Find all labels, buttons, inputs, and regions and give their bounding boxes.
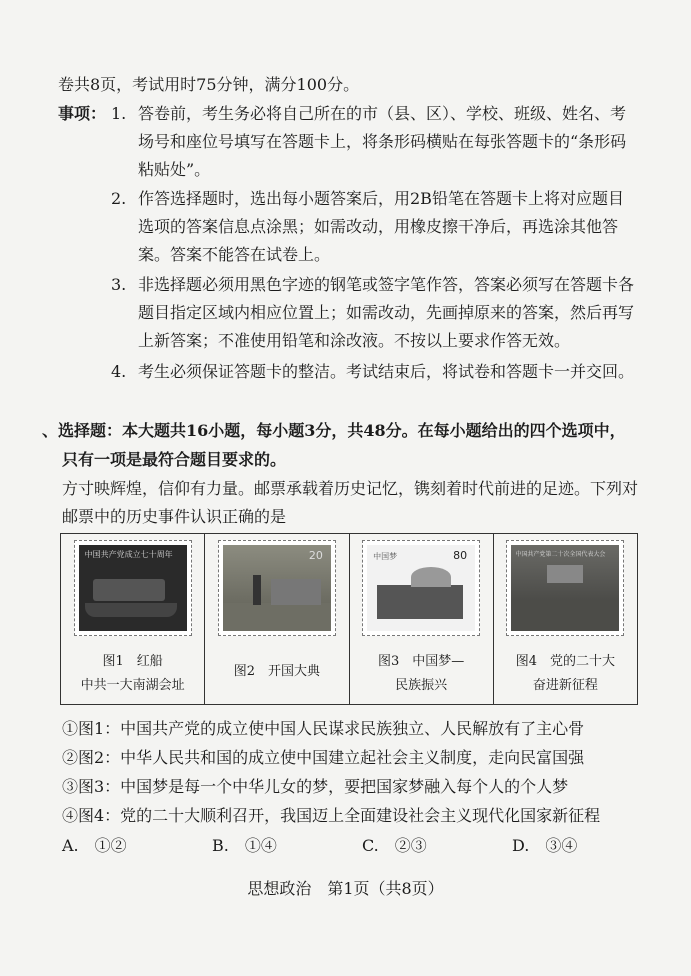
notice-num-2: 2. [111, 189, 127, 208]
statement-4: ④图4：党的二十大顺利召开，我国迈上全面建设社会主义现代化国家新征程 [62, 806, 601, 825]
statement-3: ③图3：中国梦是每一个中华儿女的梦，要把国家梦融入每个人的个人梦 [62, 777, 569, 796]
notice-label: 事项： [58, 104, 107, 123]
statement-1: ①图1：中国共产党的成立使中国人民谋求民族独立、人民解放有了主心骨 [62, 719, 585, 738]
section-heading-2: 只有一项是最符合题目要求的。 [62, 450, 287, 469]
stamp-image-4 [506, 540, 624, 636]
option-c: C. ②③ [362, 836, 427, 855]
stamp-4-caption-1: 图4 党的二十大 [515, 654, 616, 669]
option-a: A. ①② [62, 836, 127, 855]
notice-1-line-3: 粘贴处”。 [138, 160, 211, 179]
stamp-cell-4 [494, 534, 637, 704]
exam-info: 卷共8页，考试用时75分钟，满分100分。 [58, 75, 360, 94]
stamp-1-caption-1: 图1 红船 [102, 654, 163, 669]
statement-2: ②图2：中华人民共和国的成立使中国建立起社会主义制度，走向民富国强 [62, 748, 585, 767]
stamp-image-2 [218, 540, 336, 636]
notice-num-1: 1. [111, 104, 127, 123]
stamp-1-text: 中国共产党成立七十周年 [84, 550, 173, 559]
option-b: B. ①④ [212, 836, 277, 855]
stamp-table [60, 533, 638, 705]
notice-3-line-1: 非选择题必须用黑色字迹的钢笔或签字笔作答，答案必须写在答题卡各 [138, 275, 635, 294]
option-d: D. ③④ [512, 836, 578, 855]
notice-2-line-2: 选项的答案信息点涂黑；如需改动，用橡皮擦干净后，再选涂其他答 [138, 217, 619, 236]
question-stem-2: 邮票中的历史事件认识正确的是 [62, 507, 287, 526]
stamp-2-caption-1: 图2 开国大典 [233, 664, 321, 679]
stamp-image-1 [74, 540, 192, 636]
notice-4-line-1: 考生必须保证答题卡的整洁。考试结束后，将试卷和答题卡一并交回。 [138, 362, 635, 381]
stamp-3-caption-2: 民族振兴 [395, 678, 448, 693]
stamp-cell-1 [61, 534, 205, 704]
page-footer: 思想政治 第1页（共8页） [247, 879, 444, 898]
section-heading-1: 、选择题：本大题共16小题，每小题3分，共48分。在每小题给出的四个选项中， [42, 421, 626, 440]
notice-2-line-3: 案。答案不能答在试卷上。 [138, 245, 331, 264]
notice-3-line-3: 上新答案；不准使用铅笔和涂改液。不按以上要求作答无效。 [138, 331, 571, 350]
stamp-image-3: 中国梦 80 [362, 540, 480, 636]
stamp-cell-2 [205, 534, 349, 704]
notice-num-4: 4. [111, 362, 127, 381]
stamp-4-caption-2: 奋进新征程 [532, 678, 598, 693]
stamp-1-caption-2: 中共一大南湖会址 [80, 678, 185, 693]
stamp-cell-3 [350, 534, 494, 704]
notice-2-line-1: 作答选择题时，选出每小题答案后，用2B铅笔在答题卡上将对应题目 [138, 189, 624, 208]
notice-3-line-2: 题目指定区域内相应位置上；如需改动，先画掉原来的答案，然后再写 [138, 303, 635, 322]
stamp-4-text: 中国共产党第二十次全国代表大会 [515, 551, 606, 558]
question-stem-1: 方寸映辉煌，信仰有力量。邮票承载着历史记忆，镌刻着时代前进的足迹。下列对 [62, 479, 639, 498]
stamp-3-caption-1: 图3 中国梦— [377, 654, 465, 669]
stamp-2-text: 20 [308, 549, 323, 562]
notice-1-line-1: 答卷前，考生务必将自己所在的市（县、区）、学校、班级、姓名、考 [138, 104, 627, 123]
notice-1-line-2: 场号和座位号填写在答题卡上，将条形码横贴在每张答题卡的“条形码 [138, 132, 627, 151]
notice-num-3: 3. [111, 275, 127, 294]
stamp-3-text: 中国梦 [373, 552, 398, 561]
